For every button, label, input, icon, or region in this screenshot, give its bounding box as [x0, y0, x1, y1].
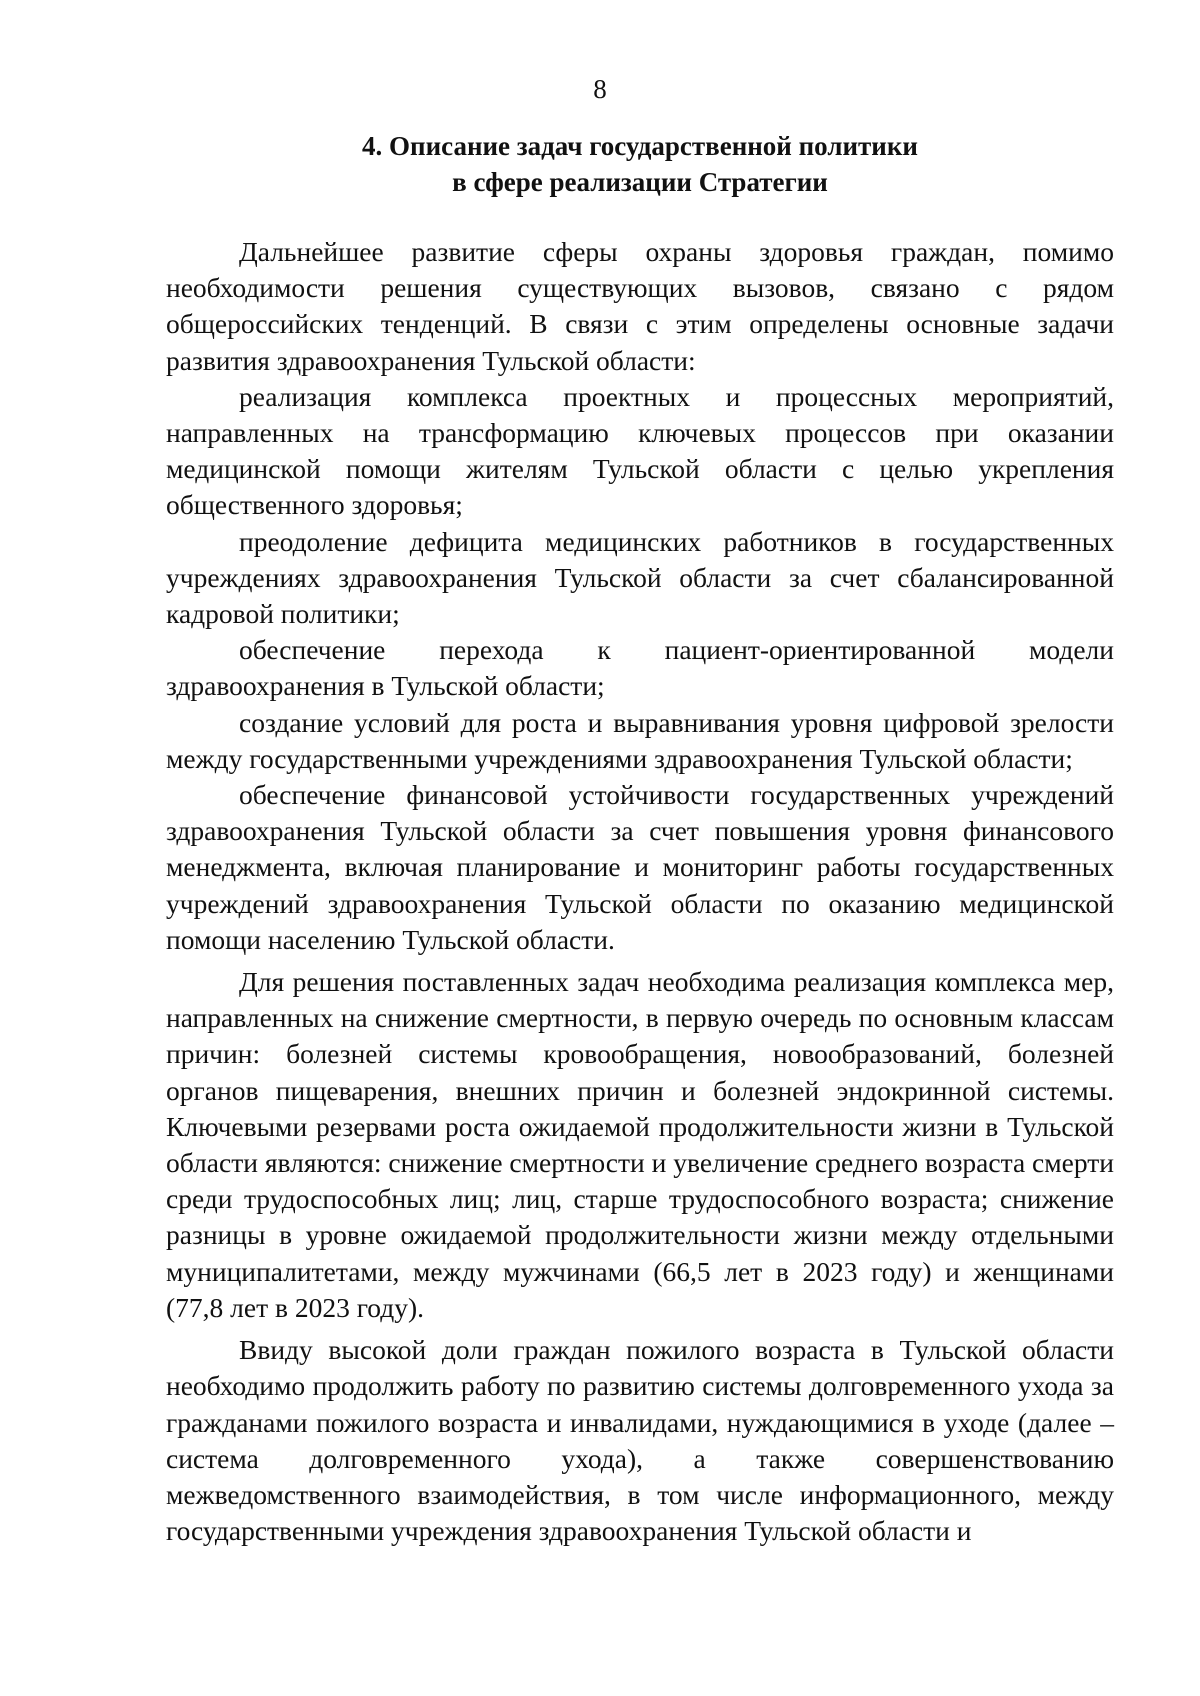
task-item: создание условий для роста и выравнивания уровня цифровой зрелости между государственными учреждениями здравоохранения Тульской области; — [166, 706, 1114, 774]
section-heading-line-1: 4. Описание задач государственной политики — [362, 131, 918, 161]
paragraph-intro: Дальнейшее развитие сферы охраны здоровья граждан, помимо необходимости решения существующих вызовов, связано с рядом общероссийских тенденций. В связи с этим определены основные задачи развития здравоохранения Тульской области: — [166, 236, 1114, 376]
paragraph-mortality: Для решения поставленных задач необходима реализация комплекса мер, направленных на снижение смертности, в первую очередь по основным классам причин: болезней системы кровообращения, новообразований, болезней органов пищеварения, внешних причин и болезней эндокринной системы. Ключевыми резервами роста ожидаемой продолжительности жизни в Тульской области являются: снижение смертности и увеличение среднего возраста смерти среди трудоспособных лиц; лиц, старше трудоспособного возраста; снижение разницы в уровне ожидаемой продолжительности жизни между отдельными муниципалитетами, между мужчинами (66,5 лет в 2023 году) и женщинами (77,8 лет в 2023 году). — [166, 966, 1114, 1323]
task-item: преодоление дефицита медицинских работников в государственных учреждениях здравоохранения Тульской области за счет сбалансированной кадровой политики; — [166, 525, 1114, 630]
paragraph-long-term-care: Ввиду высокой доли граждан пожилого возраста в Тульской области необходимо продолжить работу по развитию системы долговременного ухода за гражданами пожилого возраста и инвалидами, нуждающимися в уходе (далее – система долговременного ухода), а также совершенствованию межведомственного взаимодействия, в том числе информационного, между государственными учреждения здравоохранения Тульской области и — [166, 1334, 1114, 1547]
page-number: 8 — [593, 74, 607, 104]
body-text — [166, 234, 1114, 1549]
task-item: обеспечение перехода к пациент-ориентированной модели здравоохранения в Тульской области; — [166, 634, 1114, 702]
task-item: обеспечение финансовой устойчивости государственных учреждений здравоохранения Тульской области за счет повышения уровня финансового менеджмента, включая планирование и мониторинг работы государственных учреждений здравоохранения Тульской области по оказанию медицинской помощи населению Тульской области. — [166, 779, 1114, 955]
section-heading-line-2: в сфере реализации Стратегии — [452, 167, 828, 197]
task-item: реализация комплекса проектных и процессных мероприятий, направленных на трансформацию ключевых процессов при оказании медицинской помощи жителям Тульской области с целью укрепления общественного здоровья; — [166, 380, 1114, 521]
section-heading — [160, 128, 1120, 200]
